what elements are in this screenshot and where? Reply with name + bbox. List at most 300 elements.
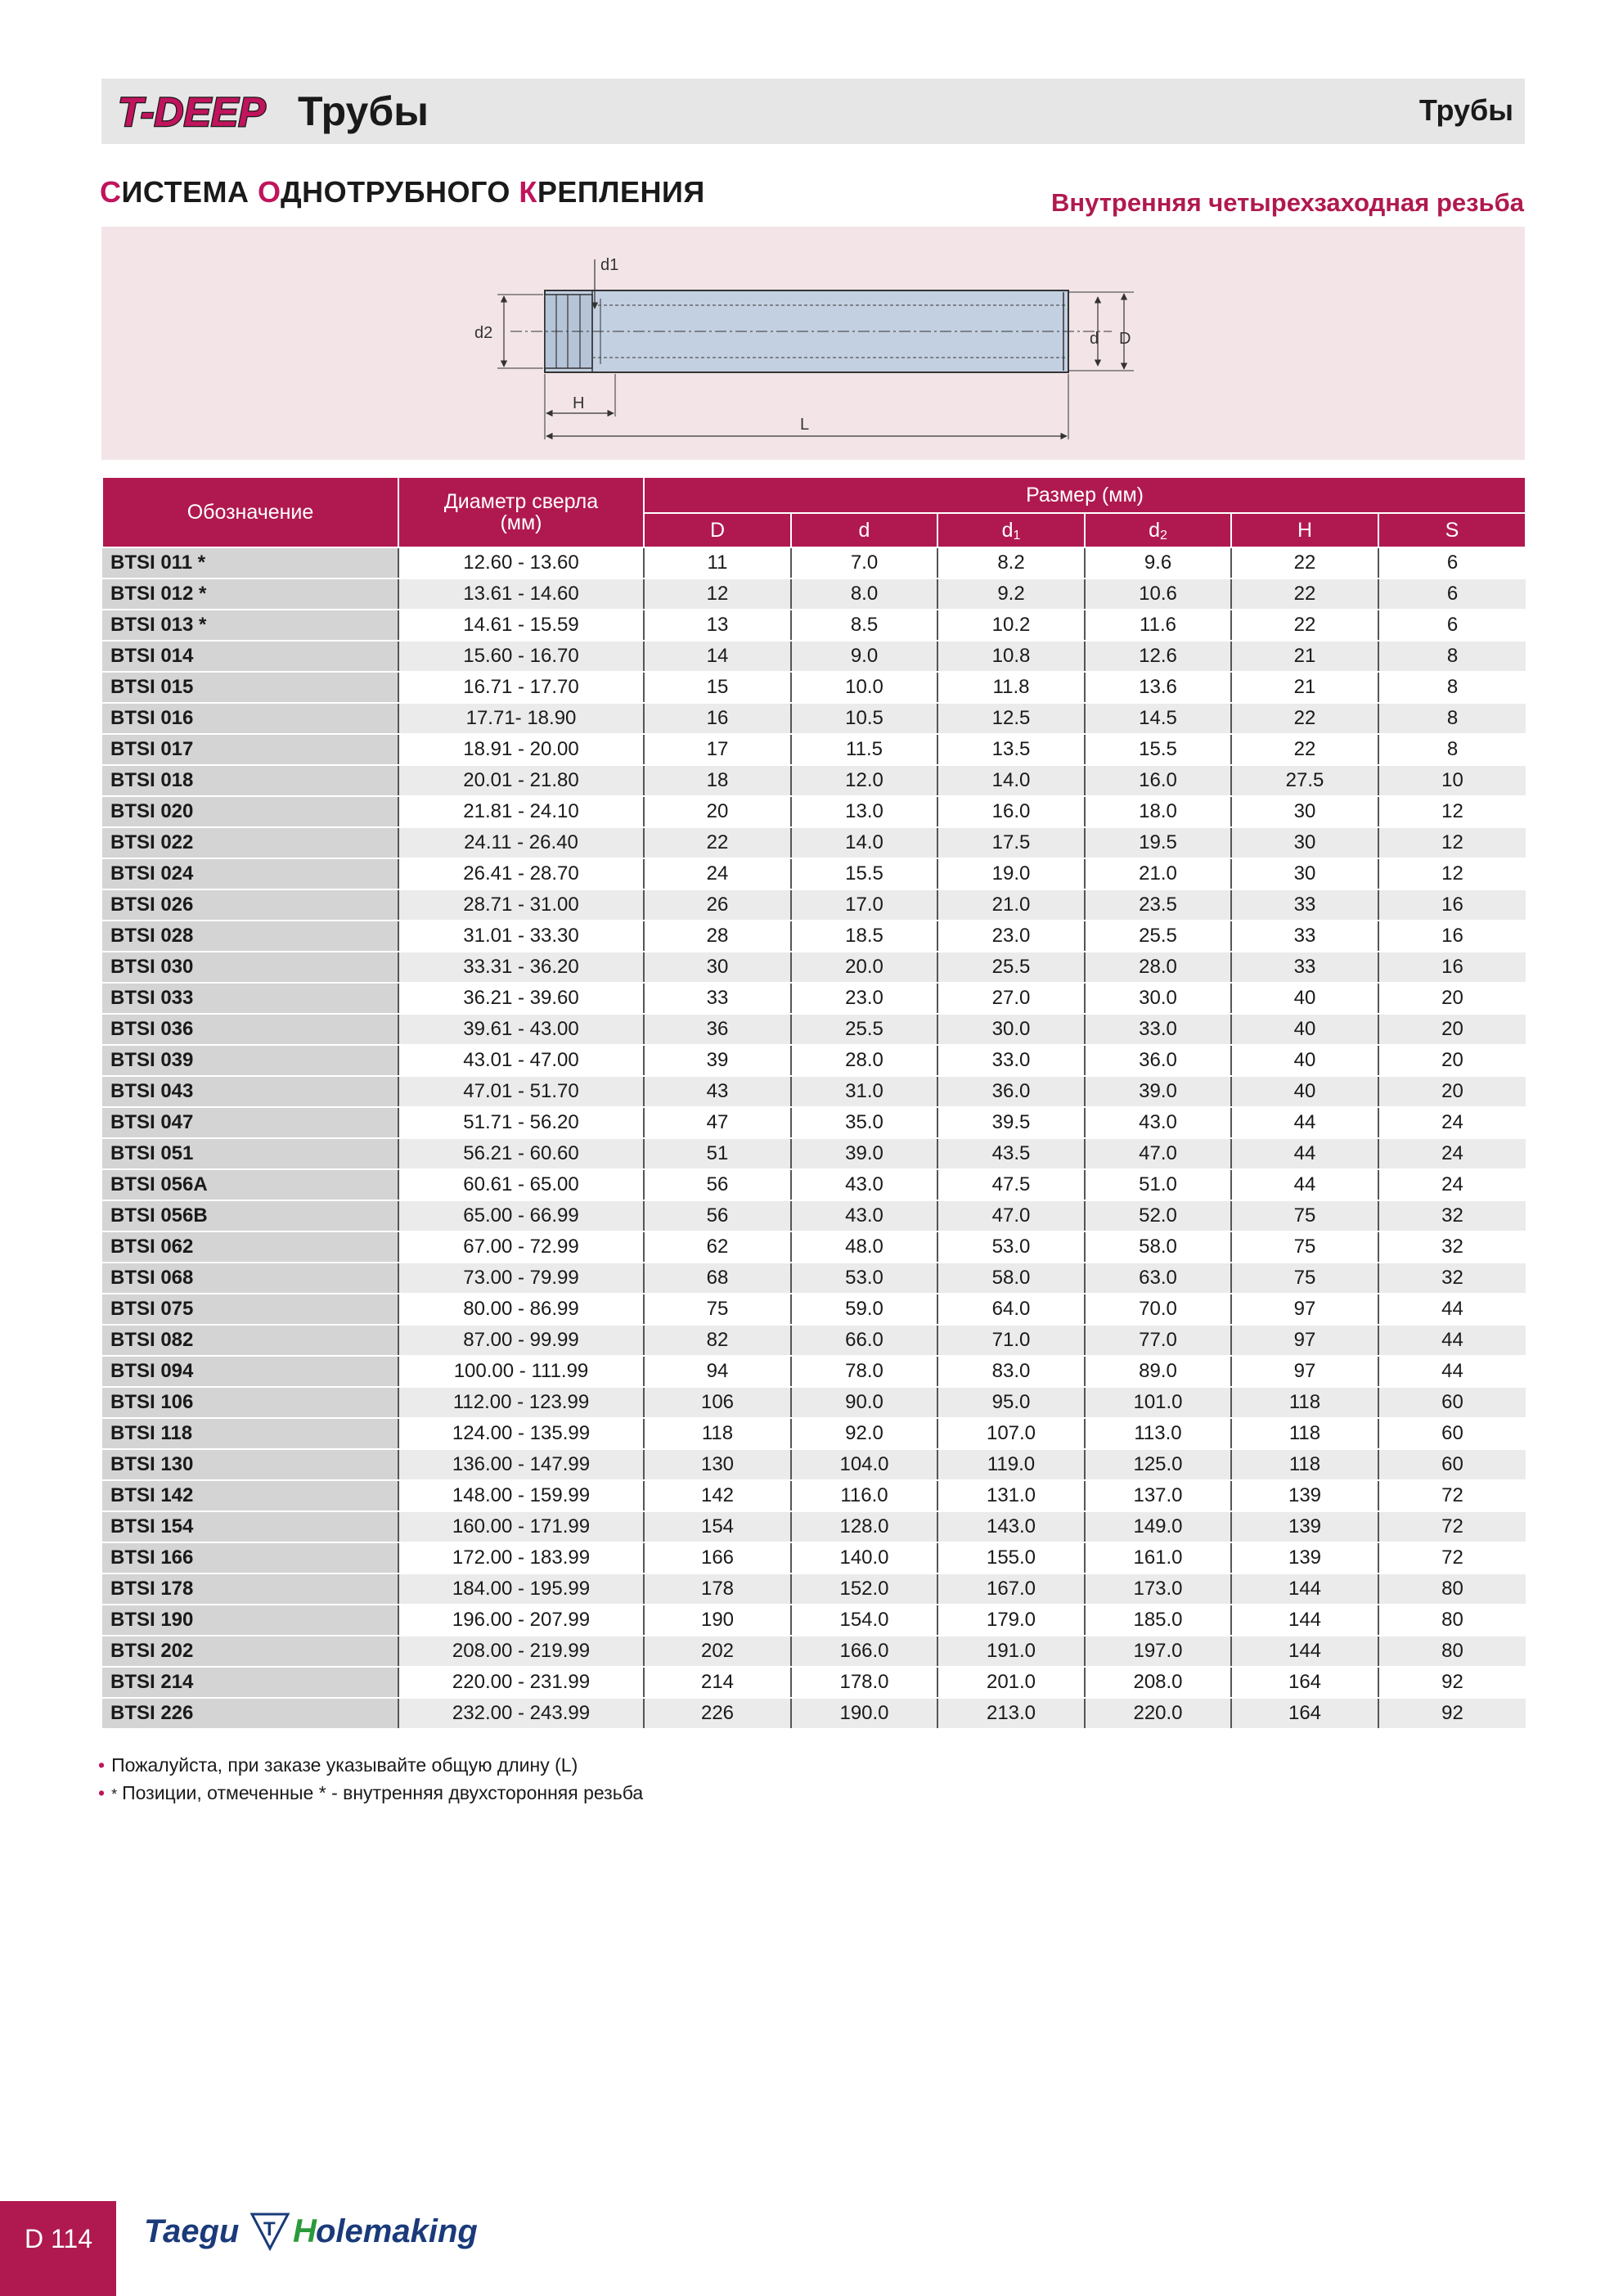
- cell-S: 44: [1378, 1356, 1526, 1387]
- cell-designation: BTSI 047: [102, 1107, 398, 1138]
- label-H: H: [573, 394, 585, 412]
- cell-d2: 23.5: [1085, 889, 1231, 921]
- cell-d: 152.0: [791, 1573, 937, 1605]
- cell-designation: BTSI 062: [102, 1231, 398, 1263]
- cell-drill-range: 220.00 - 231.99: [398, 1667, 644, 1698]
- label-D: D: [1119, 330, 1131, 348]
- cell-D: 202: [644, 1636, 791, 1667]
- label-d1: d1: [600, 256, 619, 274]
- cell-designation: BTSI 018: [102, 765, 398, 796]
- table-row: [102, 1449, 1526, 1480]
- table-row: [102, 1325, 1526, 1356]
- cell-H: 44: [1231, 1169, 1378, 1200]
- cell-H: 22: [1231, 579, 1378, 610]
- cell-d2: 137.0: [1085, 1480, 1231, 1511]
- cell-d2: 51.0: [1085, 1169, 1231, 1200]
- cell-d2: 15.5: [1085, 734, 1231, 765]
- cell-S: 32: [1378, 1231, 1526, 1263]
- cell-d: 18.5: [791, 921, 937, 952]
- cell-designation: BTSI 056B: [102, 1200, 398, 1231]
- col-header-size-group: Размер (мм): [644, 477, 1526, 513]
- cell-d2: 220.0: [1085, 1698, 1231, 1729]
- cell-d1: 30.0: [937, 1014, 1085, 1045]
- cell-drill-range: 196.00 - 207.99: [398, 1605, 644, 1636]
- table-row: [102, 921, 1526, 952]
- header-right-label: Трубы: [1418, 93, 1513, 127]
- cell-d: 15.5: [791, 858, 937, 889]
- table-row: [102, 1605, 1526, 1636]
- cell-S: 24: [1378, 1107, 1526, 1138]
- cell-H: 97: [1231, 1356, 1378, 1387]
- cell-drill-range: 124.00 - 135.99: [398, 1418, 644, 1449]
- cell-drill-range: 112.00 - 123.99: [398, 1387, 644, 1418]
- cell-H: 139: [1231, 1542, 1378, 1573]
- cell-H: 30: [1231, 796, 1378, 827]
- cell-d2: 28.0: [1085, 952, 1231, 983]
- cell-d1: 17.5: [937, 827, 1085, 858]
- cell-S: 12: [1378, 858, 1526, 889]
- cell-drill-range: 14.61 - 15.59: [398, 610, 644, 641]
- table-row: [102, 1200, 1526, 1231]
- col-header-size-4: [1231, 513, 1378, 547]
- cell-d: 190.0: [791, 1698, 937, 1729]
- spec-table: [101, 476, 1525, 1730]
- cell-d1: 47.0: [937, 1200, 1085, 1231]
- cell-d2: 36.0: [1085, 1045, 1231, 1076]
- cell-H: 139: [1231, 1511, 1378, 1542]
- cell-D: 17: [644, 734, 791, 765]
- cell-D: 82: [644, 1325, 791, 1356]
- title-part-2-accent: О: [257, 175, 281, 209]
- cell-d: 8.5: [791, 610, 937, 641]
- cell-drill-range: 47.01 - 51.70: [398, 1076, 644, 1107]
- cell-D: 68: [644, 1263, 791, 1294]
- cell-d1: 191.0: [937, 1636, 1085, 1667]
- cell-designation: BTSI 214: [102, 1667, 398, 1698]
- table-row: [102, 703, 1526, 734]
- cell-d2: 43.0: [1085, 1107, 1231, 1138]
- cell-S: 44: [1378, 1325, 1526, 1356]
- cell-D: 24: [644, 858, 791, 889]
- cell-d1: 43.5: [937, 1138, 1085, 1169]
- col-header-size-main: d: [858, 518, 870, 542]
- cell-S: 8: [1378, 734, 1526, 765]
- table-row: [102, 579, 1526, 610]
- cell-S: 20: [1378, 1045, 1526, 1076]
- cell-designation: BTSI 026: [102, 889, 398, 921]
- cell-d: 17.0: [791, 889, 937, 921]
- note-text: Пожалуйста, при заказе указывайте общую длину (L): [111, 1754, 578, 1776]
- cell-d: 31.0: [791, 1076, 937, 1107]
- cell-d1: 12.5: [937, 703, 1085, 734]
- cell-D: 14: [644, 641, 791, 672]
- cell-drill-range: 24.11 - 26.40: [398, 827, 644, 858]
- cell-d2: 21.0: [1085, 858, 1231, 889]
- cell-d2: 47.0: [1085, 1138, 1231, 1169]
- table-row: [102, 952, 1526, 983]
- cell-S: 20: [1378, 1014, 1526, 1045]
- col-header-size-0: [644, 513, 791, 547]
- cell-H: 144: [1231, 1636, 1378, 1667]
- col-header-size-sub: 1: [1013, 528, 1021, 542]
- table-row: [102, 610, 1526, 641]
- cell-designation: BTSI 039: [102, 1045, 398, 1076]
- cell-S: 6: [1378, 547, 1526, 579]
- cell-d1: 143.0: [937, 1511, 1085, 1542]
- table-row: [102, 1418, 1526, 1449]
- title-part-1-accent: С: [100, 175, 122, 209]
- table-row: [102, 1045, 1526, 1076]
- t-deep-logo-text: T-DEEP: [118, 89, 266, 134]
- cell-d: 23.0: [791, 983, 937, 1014]
- cell-drill-range: 160.00 - 171.99: [398, 1511, 644, 1542]
- cell-drill-range: 67.00 - 72.99: [398, 1231, 644, 1263]
- cell-D: 26: [644, 889, 791, 921]
- cell-d1: 167.0: [937, 1573, 1085, 1605]
- cell-d2: 14.5: [1085, 703, 1231, 734]
- note-text: Позиции, отмеченные * - внутренняя двухсторонняя резьба: [122, 1782, 644, 1803]
- col-header-designation: Обозначение: [102, 477, 398, 547]
- col-header-size-3: [1085, 513, 1231, 547]
- cell-d1: 107.0: [937, 1418, 1085, 1449]
- cell-H: 40: [1231, 1045, 1378, 1076]
- cell-drill-range: 172.00 - 183.99: [398, 1542, 644, 1573]
- cell-drill-range: 20.01 - 21.80: [398, 765, 644, 796]
- note-bullet: •: [98, 1782, 106, 1803]
- cell-designation: BTSI 024: [102, 858, 398, 889]
- cell-designation: BTSI 075: [102, 1294, 398, 1325]
- cell-D: 28: [644, 921, 791, 952]
- cell-S: 92: [1378, 1667, 1526, 1698]
- cell-D: 214: [644, 1667, 791, 1698]
- table-row: [102, 1636, 1526, 1667]
- cell-d: 11.5: [791, 734, 937, 765]
- cell-D: 13: [644, 610, 791, 641]
- cell-H: 164: [1231, 1667, 1378, 1698]
- col-header-size-main: H: [1297, 518, 1313, 542]
- cell-S: 80: [1378, 1573, 1526, 1605]
- col-header-size-main: d: [1149, 518, 1160, 542]
- cell-S: 80: [1378, 1605, 1526, 1636]
- cell-H: 144: [1231, 1605, 1378, 1636]
- table-row: [102, 827, 1526, 858]
- cell-d2: 39.0: [1085, 1076, 1231, 1107]
- cell-d1: 10.2: [937, 610, 1085, 641]
- cell-d1: 13.5: [937, 734, 1085, 765]
- table-row: [102, 1356, 1526, 1387]
- col-header-size-main: S: [1445, 518, 1459, 542]
- cell-d2: 25.5: [1085, 921, 1231, 952]
- cell-H: 164: [1231, 1698, 1378, 1729]
- spec-table-grid: [101, 476, 1526, 1730]
- cell-D: 118: [644, 1418, 791, 1449]
- col-header-size-1: [791, 513, 937, 547]
- cell-H: 44: [1231, 1107, 1378, 1138]
- cell-d1: 10.8: [937, 641, 1085, 672]
- cell-d: 66.0: [791, 1325, 937, 1356]
- table-row: [102, 734, 1526, 765]
- cell-drill-range: 31.01 - 33.30: [398, 921, 644, 952]
- cell-d1: 213.0: [937, 1698, 1085, 1729]
- col-header-size-2: [937, 513, 1085, 547]
- cell-S: 12: [1378, 827, 1526, 858]
- cell-D: 56: [644, 1200, 791, 1231]
- cell-d2: 125.0: [1085, 1449, 1231, 1480]
- cell-drill-range: 232.00 - 243.99: [398, 1698, 644, 1729]
- cell-drill-range: 12.60 - 13.60: [398, 547, 644, 579]
- cell-d2: 208.0: [1085, 1667, 1231, 1698]
- table-row: [102, 672, 1526, 703]
- cell-d: 53.0: [791, 1263, 937, 1294]
- table-row: [102, 1263, 1526, 1294]
- cell-drill-range: 208.00 - 219.99: [398, 1636, 644, 1667]
- cell-D: 22: [644, 827, 791, 858]
- cell-d1: 179.0: [937, 1605, 1085, 1636]
- logo-text-right-accent: H: [293, 2213, 317, 2249]
- cell-S: 60: [1378, 1418, 1526, 1449]
- note-1: [98, 1751, 643, 1779]
- table-row: [102, 1076, 1526, 1107]
- cell-d1: 155.0: [937, 1542, 1085, 1573]
- cell-S: 16: [1378, 889, 1526, 921]
- cell-S: 8: [1378, 672, 1526, 703]
- label-d: d: [1090, 330, 1099, 348]
- cell-H: 75: [1231, 1263, 1378, 1294]
- cell-d: 35.0: [791, 1107, 937, 1138]
- cell-S: 72: [1378, 1511, 1526, 1542]
- cell-H: 97: [1231, 1294, 1378, 1325]
- table-row: [102, 1480, 1526, 1511]
- cell-designation: BTSI 130: [102, 1449, 398, 1480]
- cell-designation: BTSI 202: [102, 1636, 398, 1667]
- cell-d2: 161.0: [1085, 1542, 1231, 1573]
- notes: [98, 1751, 643, 1808]
- cell-d2: 113.0: [1085, 1418, 1231, 1449]
- cell-S: 8: [1378, 703, 1526, 734]
- cell-d2: 185.0: [1085, 1605, 1231, 1636]
- cell-drill-range: 16.71 - 17.70: [398, 672, 644, 703]
- cell-designation: BTSI 028: [102, 921, 398, 952]
- cell-designation: BTSI 016: [102, 703, 398, 734]
- note-marker: *: [111, 1786, 118, 1803]
- cell-d2: 33.0: [1085, 1014, 1231, 1045]
- cell-d: 28.0: [791, 1045, 937, 1076]
- cell-drill-range: 87.00 - 99.99: [398, 1325, 644, 1356]
- cell-drill-range: 136.00 - 147.99: [398, 1449, 644, 1480]
- cell-d: 48.0: [791, 1231, 937, 1263]
- cell-drill-range: 21.81 - 24.10: [398, 796, 644, 827]
- cell-d: 128.0: [791, 1511, 937, 1542]
- cell-d1: 71.0: [937, 1325, 1085, 1356]
- cell-drill-range: 51.71 - 56.20: [398, 1107, 644, 1138]
- cell-drill-range: 60.61 - 65.00: [398, 1169, 644, 1200]
- cell-d: 13.0: [791, 796, 937, 827]
- cell-S: 20: [1378, 983, 1526, 1014]
- note-bullet: •: [98, 1754, 106, 1776]
- cell-d1: 58.0: [937, 1263, 1085, 1294]
- cell-H: 139: [1231, 1480, 1378, 1511]
- cell-D: 36: [644, 1014, 791, 1045]
- cell-H: 44: [1231, 1138, 1378, 1169]
- cell-d1: 47.5: [937, 1169, 1085, 1200]
- table-row: [102, 1138, 1526, 1169]
- cell-d: 104.0: [791, 1449, 937, 1480]
- cell-H: 22: [1231, 547, 1378, 579]
- cell-drill-range: 15.60 - 16.70: [398, 641, 644, 672]
- cell-S: 72: [1378, 1542, 1526, 1573]
- section-title: [100, 175, 705, 209]
- cell-S: 6: [1378, 610, 1526, 641]
- cell-d1: 23.0: [937, 921, 1085, 952]
- cell-drill-range: 13.61 - 14.60: [398, 579, 644, 610]
- cell-d1: 27.0: [937, 983, 1085, 1014]
- table-row: [102, 547, 1526, 579]
- cell-designation: BTSI 106: [102, 1387, 398, 1418]
- cell-designation: BTSI 036: [102, 1014, 398, 1045]
- cell-S: 80: [1378, 1636, 1526, 1667]
- cell-d: 178.0: [791, 1667, 937, 1698]
- cell-d1: 21.0: [937, 889, 1085, 921]
- col-header-size-5: [1378, 513, 1526, 547]
- cell-d1: 36.0: [937, 1076, 1085, 1107]
- logo-text-right: olemaking: [316, 2213, 478, 2249]
- cell-D: 178: [644, 1573, 791, 1605]
- cell-H: 75: [1231, 1200, 1378, 1231]
- cell-designation: BTSI 142: [102, 1480, 398, 1511]
- cell-H: 21: [1231, 672, 1378, 703]
- cell-H: 30: [1231, 827, 1378, 858]
- table-row: [102, 1231, 1526, 1263]
- cell-d2: 18.0: [1085, 796, 1231, 827]
- section-subtitle: Внутренняя четырехзаходная резьба: [1050, 188, 1524, 217]
- cell-d2: 77.0: [1085, 1325, 1231, 1356]
- title-part-2-rest: ДНОТРУБНОГО: [281, 175, 519, 209]
- cell-D: 33: [644, 983, 791, 1014]
- cell-designation: BTSI 020: [102, 796, 398, 827]
- cell-d: 78.0: [791, 1356, 937, 1387]
- cell-D: 75: [644, 1294, 791, 1325]
- cell-designation: BTSI 154: [102, 1511, 398, 1542]
- cell-D: 130: [644, 1449, 791, 1480]
- cell-S: 72: [1378, 1480, 1526, 1511]
- cell-S: 60: [1378, 1387, 1526, 1418]
- title-part-1-rest: ИСТЕМА: [121, 175, 258, 209]
- cell-designation: BTSI 190: [102, 1605, 398, 1636]
- cell-designation: BTSI 017: [102, 734, 398, 765]
- cell-H: 40: [1231, 983, 1378, 1014]
- footer-page-number: D 114: [25, 2224, 93, 2253]
- cell-d: 43.0: [791, 1200, 937, 1231]
- cell-H: 144: [1231, 1573, 1378, 1605]
- cell-designation: BTSI 178: [102, 1573, 398, 1605]
- cell-D: 43: [644, 1076, 791, 1107]
- cell-drill-range: 17.71- 18.90: [398, 703, 644, 734]
- cell-S: 6: [1378, 579, 1526, 610]
- cell-designation: BTSI 030: [102, 952, 398, 983]
- taegu-holemaking-logo: [144, 2204, 504, 2257]
- cell-drill-range: 26.41 - 28.70: [398, 858, 644, 889]
- cell-d2: 13.6: [1085, 672, 1231, 703]
- cell-d1: 9.2: [937, 579, 1085, 610]
- cell-designation: BTSI 012 *: [102, 579, 398, 610]
- table-row: [102, 1698, 1526, 1729]
- cell-d2: 19.5: [1085, 827, 1231, 858]
- cell-D: 190: [644, 1605, 791, 1636]
- cell-d1: 19.0: [937, 858, 1085, 889]
- cell-designation: BTSI 013 *: [102, 610, 398, 641]
- cell-H: 40: [1231, 1076, 1378, 1107]
- cell-S: 8: [1378, 641, 1526, 672]
- cell-D: 20: [644, 796, 791, 827]
- table-row: [102, 1107, 1526, 1138]
- cell-S: 20: [1378, 1076, 1526, 1107]
- cell-drill-range: 28.71 - 31.00: [398, 889, 644, 921]
- cell-d2: 197.0: [1085, 1636, 1231, 1667]
- cell-H: 33: [1231, 952, 1378, 983]
- cell-d2: 9.6: [1085, 547, 1231, 579]
- cell-designation: BTSI 011 *: [102, 547, 398, 579]
- logo-mark-text: T: [263, 2218, 276, 2240]
- table-row: [102, 1542, 1526, 1573]
- cell-designation: BTSI 068: [102, 1263, 398, 1294]
- cell-d1: 95.0: [937, 1387, 1085, 1418]
- cell-designation: BTSI 166: [102, 1542, 398, 1573]
- cell-D: 30: [644, 952, 791, 983]
- cell-D: 94: [644, 1356, 791, 1387]
- cell-S: 32: [1378, 1200, 1526, 1231]
- tube-drawing: [101, 227, 1525, 460]
- cell-d2: 58.0: [1085, 1231, 1231, 1263]
- page-header: [101, 79, 1525, 144]
- cell-designation: BTSI 043: [102, 1076, 398, 1107]
- cell-d1: 33.0: [937, 1045, 1085, 1076]
- table-row: [102, 858, 1526, 889]
- cell-drill-range: 18.91 - 20.00: [398, 734, 644, 765]
- cell-d1: 53.0: [937, 1231, 1085, 1263]
- cell-d1: 8.2: [937, 547, 1085, 579]
- cell-H: 33: [1231, 921, 1378, 952]
- cell-D: 106: [644, 1387, 791, 1418]
- cell-d: 140.0: [791, 1542, 937, 1573]
- cell-D: 56: [644, 1169, 791, 1200]
- cell-d: 116.0: [791, 1480, 937, 1511]
- cell-drill-range: 148.00 - 159.99: [398, 1480, 644, 1511]
- cell-D: 154: [644, 1511, 791, 1542]
- table-row: [102, 1294, 1526, 1325]
- cell-drill-range: 184.00 - 195.99: [398, 1573, 644, 1605]
- cell-S: 24: [1378, 1169, 1526, 1200]
- cell-d1: 25.5: [937, 952, 1085, 983]
- cell-d2: 101.0: [1085, 1387, 1231, 1418]
- cell-designation: BTSI 015: [102, 672, 398, 703]
- col-header-size-main: D: [709, 518, 726, 542]
- cell-d: 92.0: [791, 1418, 937, 1449]
- cell-S: 16: [1378, 952, 1526, 983]
- cell-H: 27.5: [1231, 765, 1378, 796]
- cell-H: 30: [1231, 858, 1378, 889]
- cell-d1: 131.0: [937, 1480, 1085, 1511]
- cell-drill-range: 33.31 - 36.20: [398, 952, 644, 983]
- cell-drill-range: 39.61 - 43.00: [398, 1014, 644, 1045]
- cell-d1: 14.0: [937, 765, 1085, 796]
- table-row: [102, 796, 1526, 827]
- cell-d: 7.0: [791, 547, 937, 579]
- cell-S: 12: [1378, 796, 1526, 827]
- label-d2: d2: [474, 324, 493, 342]
- t-deep-logo: [115, 88, 278, 134]
- cell-d2: 52.0: [1085, 1200, 1231, 1231]
- cell-D: 51: [644, 1138, 791, 1169]
